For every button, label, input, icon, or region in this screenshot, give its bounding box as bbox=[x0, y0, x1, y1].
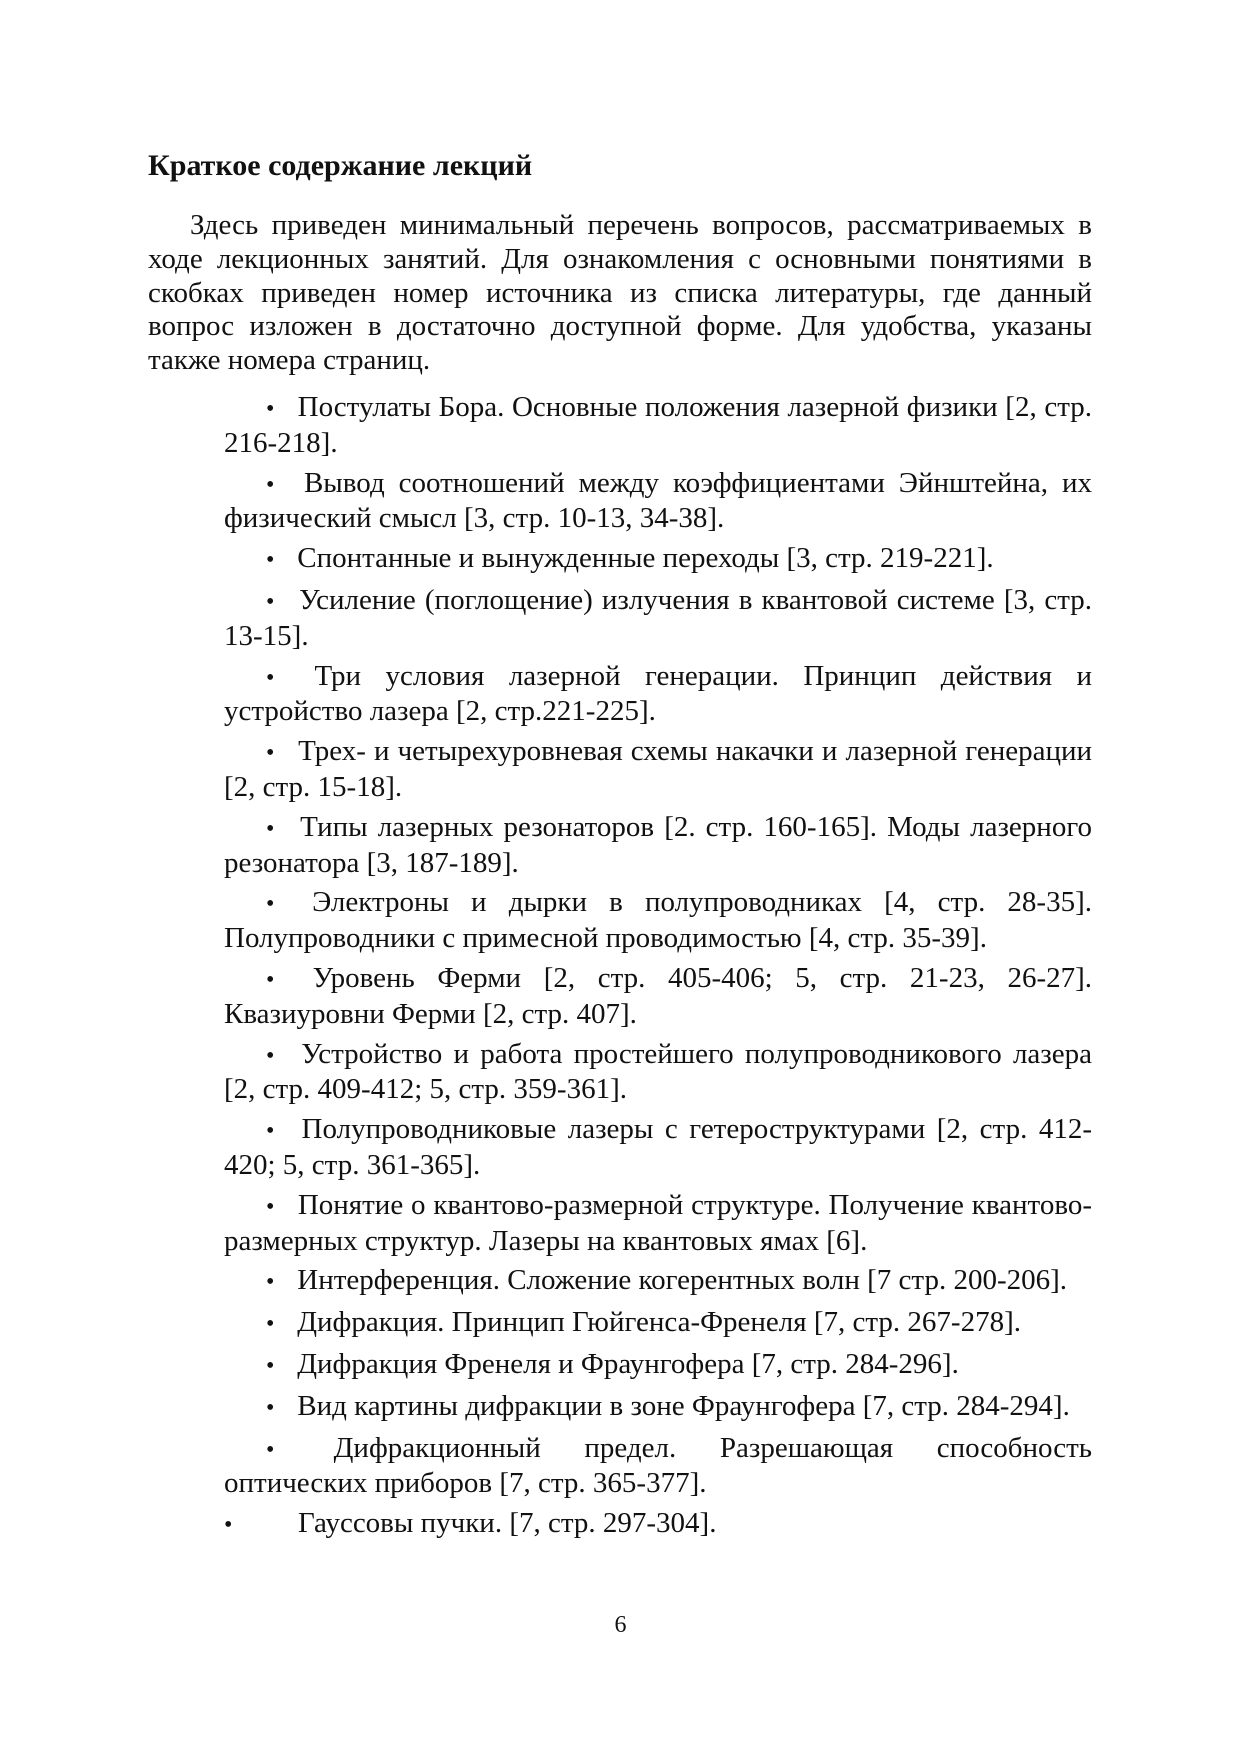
list-item bbox=[224, 1390, 1092, 1426]
list-item-text: Вывод соотношений между коэффициентами Эйнштейна, их физический смысл [3, стр. 10-13, 34-38]. bbox=[224, 466, 1092, 535]
list-item bbox=[224, 886, 1092, 956]
bullet-icon: • bbox=[266, 1352, 275, 1379]
list-item bbox=[224, 660, 1092, 730]
list-item-text: Интерференция. Сложение когерентных волн [7 стр. 200-206]. bbox=[297, 1264, 1068, 1297]
bullet-icon: • bbox=[266, 396, 275, 422]
bullet-icon: • bbox=[266, 471, 275, 498]
list-item bbox=[224, 811, 1092, 881]
list-item-text: Постулаты Бора. Основные положения лазерной физики [2, стр. 216-218]. bbox=[224, 391, 1093, 459]
list-item bbox=[224, 1038, 1092, 1108]
list-item bbox=[224, 1507, 1092, 1543]
bullet-icon: • bbox=[224, 1512, 233, 1539]
list-item-text: Уровень Ферми [2, стр. 405-406; 5, стр. 21-23, 26-27]. Квазиуровни Ферми [2, стр. 407]. bbox=[224, 961, 1093, 1030]
intro-paragraph: Здесь приведен минимальный перечень вопросов, рассматриваемых в ходе лекционных занятий. Для ознакомления с основными понятиями в скобках приведен номер источника из списка литературы, где данный вопрос изложен в достаточно доступной форме. Для удобства, указаны также номера страниц. bbox=[148, 209, 1092, 377]
lecture-topics-list bbox=[224, 391, 1092, 1549]
list-item-text: Устройство и работа простейшего полупроводникового лазера [2, стр. 409-412; 5, стр. 359-361]. bbox=[224, 1037, 1092, 1106]
bullet-icon: • bbox=[266, 1269, 275, 1296]
list-item bbox=[224, 1264, 1092, 1300]
list-item bbox=[224, 1113, 1092, 1183]
list-item-text: Понятие о квантово-размерной структуре. Получение квантово-размерных структур. Лазеры на квантовых ямах [6]. bbox=[224, 1188, 1092, 1257]
bullet-icon: • bbox=[266, 1311, 275, 1338]
list-item bbox=[224, 1306, 1092, 1342]
section-heading: Краткое содержание лекций bbox=[148, 149, 533, 182]
list-item-text: Дифракция Френеля и Фраунгофера [7, стр. 284-296]. bbox=[297, 1347, 959, 1380]
list-item bbox=[224, 962, 1092, 1032]
bullet-icon: • bbox=[266, 1042, 275, 1069]
bullet-icon: • bbox=[266, 1436, 275, 1463]
list-item bbox=[224, 467, 1092, 537]
list-item bbox=[224, 1189, 1092, 1259]
list-item-text: Спонтанные и вынужденные переходы [3, стр. 219-221]. bbox=[297, 542, 994, 575]
bullet-icon: • bbox=[266, 664, 275, 691]
bullet-icon: • bbox=[266, 966, 275, 993]
list-item-text: Дифракция. Принцип Гюйгенса-Френеля [7, стр. 267-278]. bbox=[297, 1306, 1021, 1339]
bullet-icon: • bbox=[266, 547, 275, 574]
bullet-icon: • bbox=[266, 1193, 275, 1220]
bullet-icon: • bbox=[266, 740, 275, 767]
bullet-icon: • bbox=[266, 1394, 275, 1421]
list-item bbox=[224, 584, 1092, 654]
list-item bbox=[224, 542, 1092, 578]
list-item-text: Дифракционный предел. Разрешающая способность оптических приборов [7, стр. 365-377]. bbox=[224, 1431, 1093, 1500]
list-item bbox=[224, 735, 1092, 805]
list-item-text: Типы лазерных резонаторов [2. стр. 160-165]. Моды лазерного резонатора [3, 187-189]. bbox=[224, 810, 1092, 879]
bullet-icon: • bbox=[266, 815, 275, 842]
list-item bbox=[224, 1348, 1092, 1384]
bullet-icon: • bbox=[266, 1118, 275, 1145]
list-item-text: Трех- и четырехуровневая схемы накачки и лазерной генерации [2, стр. 15-18]. bbox=[224, 735, 1093, 803]
list-item-text: Гауссовы пучки. [7, стр. 297-304]. bbox=[298, 1507, 717, 1540]
list-item-text: Три условия лазерной генерации. Принцип действия и устройство лазера [2, стр.221-225]. bbox=[224, 659, 1092, 728]
list-item bbox=[224, 1432, 1092, 1502]
list-item-text: Полупроводниковые лазеры с гетероструктурами [2, стр. 412-420; 5, стр. 361-365]. bbox=[224, 1113, 1092, 1181]
list-item-text: Усиление (поглощение) излучения в квантовой системе [3, стр. 13-15]. bbox=[224, 583, 1092, 652]
list-item bbox=[224, 391, 1092, 461]
bullet-icon: • bbox=[266, 588, 275, 615]
bullet-icon: • bbox=[266, 891, 275, 918]
list-item-text: Электроны и дырки в полупроводниках [4, стр. 28-35]. Полупроводники с примесной проводимостью [4, стр. 35-39]. bbox=[224, 886, 1092, 955]
page-number: 6 bbox=[614, 1612, 627, 1638]
list-item-text: Вид картины дифракции в зоне Фраунгофера [7, стр. 284-294]. bbox=[297, 1389, 1070, 1422]
